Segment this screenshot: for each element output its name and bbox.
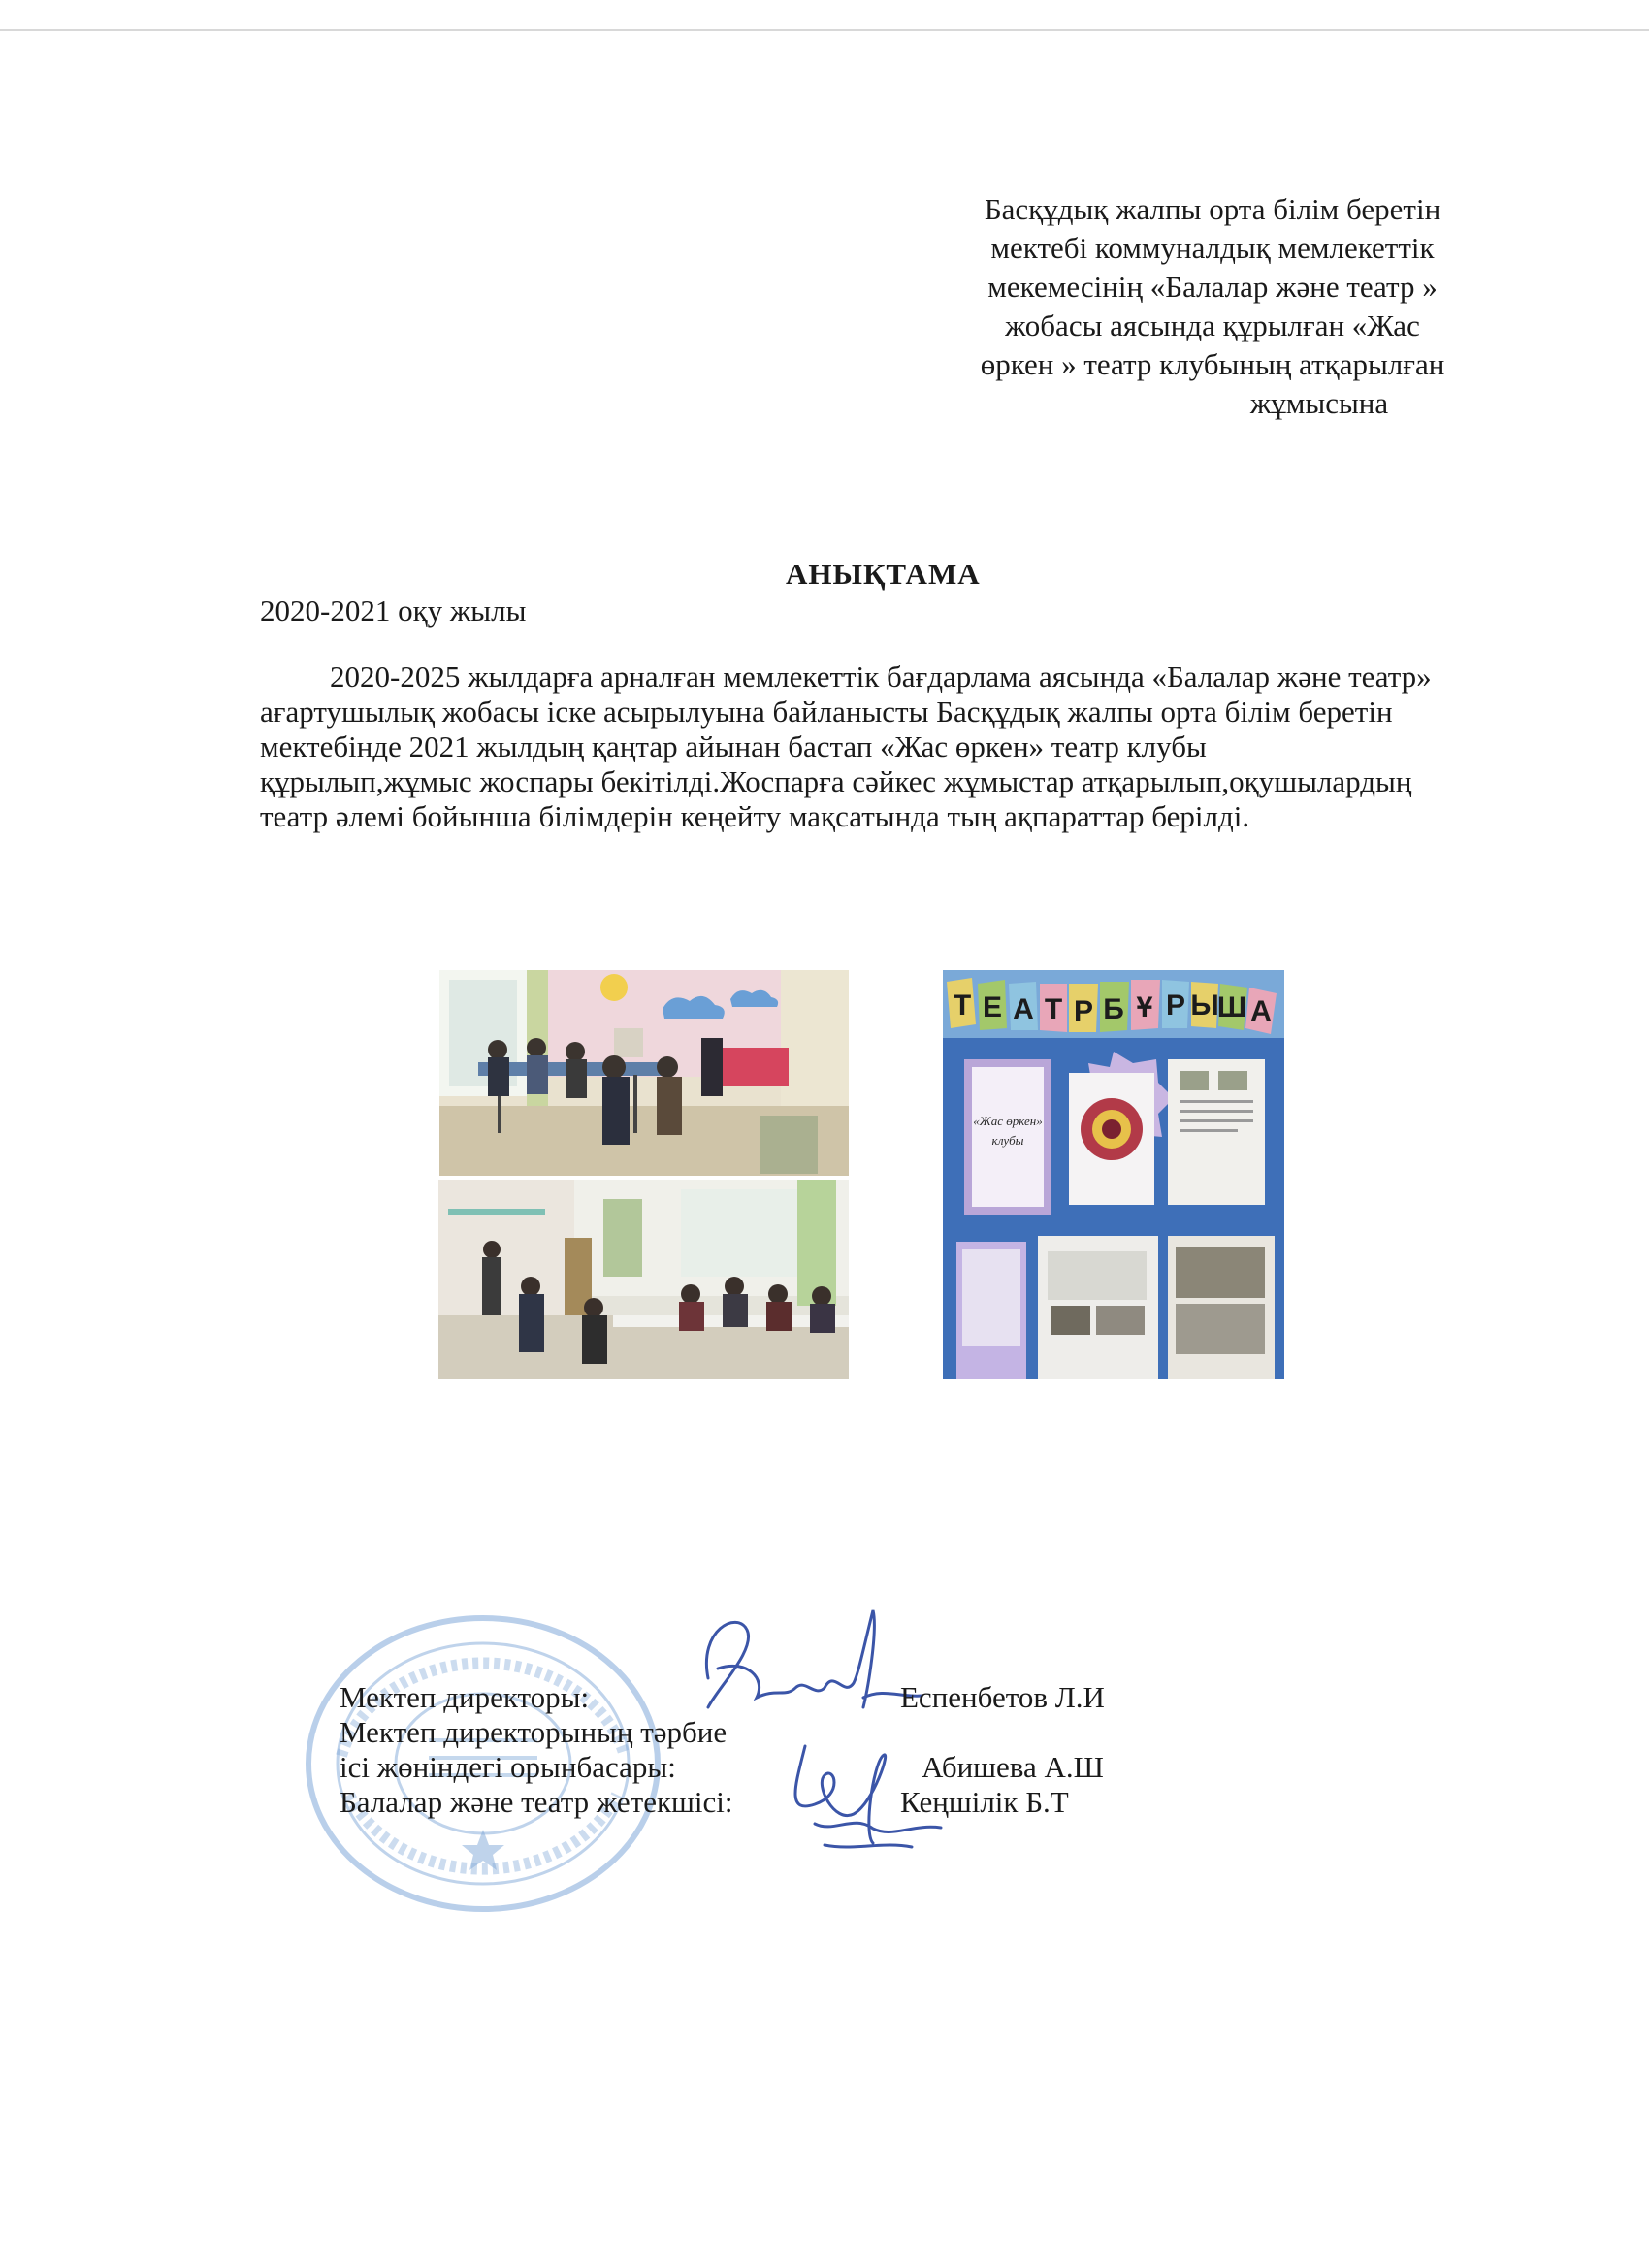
signature-row [340, 1715, 1212, 1750]
addressee-line: мекемесінің «Балалар және театр » [987, 270, 1438, 304]
banner-letter: Ұ [1136, 991, 1153, 1023]
signatory-role: Мектеп директоры: [340, 1680, 590, 1714]
photo-theatre-board [943, 970, 1284, 1379]
signature-row [340, 1680, 1212, 1715]
document-title: АНЫҚТАМА [786, 557, 981, 591]
addressee-line: жобасы аясында құрылған «Жас [1005, 308, 1420, 342]
body-line: театр әлемі бойынша білімдерін кеңейту мақсатында тың ақпараттар берілді. [260, 799, 1250, 833]
signatory-name: Кеңшілік Б.Т [900, 1785, 1069, 1819]
signatory-name: Еспенбетов Л.И [900, 1680, 1105, 1714]
banner-letter: Ш [1216, 991, 1247, 1023]
banner-letter: А [1250, 995, 1272, 1027]
signatory-role: Балалар және театр жетекшісі: [340, 1785, 733, 1819]
academic-year: 2020-2021 оқу жылы [260, 594, 527, 628]
addressee-line: мектебі коммуналдық мемлекеттік [990, 231, 1435, 265]
banner-letter: Т [1044, 993, 1063, 1025]
board-banner [947, 978, 1277, 1034]
poster-title: «Жас өркен» [973, 1114, 1043, 1128]
body-paragraph [260, 660, 1521, 834]
addressee-block [912, 190, 1513, 423]
banner-letter: А [1013, 993, 1034, 1025]
banner-letter: Т [953, 989, 972, 1021]
signatory-name: Абишева А.Ш [922, 1750, 1104, 1784]
photo-teachers-meeting [438, 1180, 849, 1379]
signature-row [340, 1785, 1212, 1820]
scan-edge-line [0, 29, 1649, 31]
banner-letter: Р [1073, 995, 1094, 1027]
signatory-role: Мектеп директорының тәрбие [340, 1715, 728, 1749]
signatory-role: ісі жөніндегі орынбасары: [340, 1750, 676, 1784]
banner-letter: Р [1165, 989, 1186, 1021]
addressee-line: өркен » театр клубының атқарылған [980, 347, 1445, 381]
signature-row [340, 1750, 1212, 1785]
body-line: 2020-2025 жылдарға арналған мемлекеттік бағдарлама аясында «Балалар және театр» [330, 660, 1432, 694]
banner-letter: Ы [1190, 989, 1219, 1021]
addressee-line: Басқұдық жалпы орта білім беретін [984, 192, 1441, 226]
banner-letter: Е [982, 991, 1003, 1023]
body-line: ағартушылық жобасы іске асырылуына байланысты Басқұдық жалпы орта білім беретін [260, 695, 1393, 729]
body-line: құрылып,жұмыс жоспары бекітілді.Жоспарға сәйкес жұмыстар атқарылып,оқушылардың [260, 764, 1412, 798]
signatures-block [340, 1680, 1212, 1820]
body-line: мектебінде 2021 жылдың қаңтар айынан бастап «Жас өркен» театр клубы [260, 729, 1207, 763]
addressee-line: жұмысына [1249, 386, 1389, 420]
photo-classroom-session [439, 970, 849, 1176]
banner-letter: Б [1103, 993, 1124, 1025]
poster-subtitle: клубы [991, 1133, 1024, 1148]
